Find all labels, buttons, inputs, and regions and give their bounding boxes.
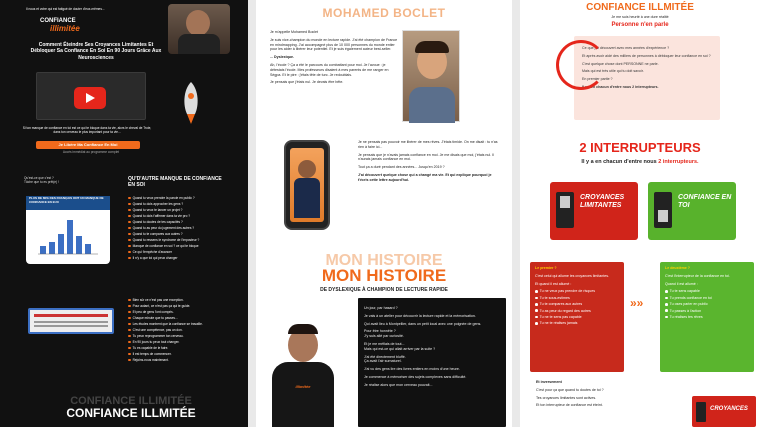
- green-card: [660, 262, 754, 372]
- list-item: Quand tu veux te lancer un projet ?: [132, 208, 183, 212]
- stat-chart: [38, 216, 98, 256]
- switch-heading: [520, 140, 760, 165]
- story-title: MON HISTOIRE: [321, 266, 447, 285]
- red-card: [530, 262, 624, 372]
- hero-photo: [168, 4, 230, 54]
- red-card-line: Tu ne te réalises jamais: [539, 321, 578, 326]
- story-line: Mais qui est-ce qui allait arriver par la suite ?: [364, 346, 436, 351]
- footer-title: [56, 396, 206, 419]
- story-line: Et je me méfiais de tout...: [364, 341, 405, 346]
- list-item: Il est temps de commencer.: [132, 352, 172, 356]
- green-card-line: Tu oses parler en public: [669, 302, 708, 307]
- tagline: Il nous et votre qui est fatigué de douter d'eux-mêmes...: [26, 7, 105, 11]
- laptop-screen: [28, 308, 114, 334]
- list-item: En 90 jours tu peux tout changer.: [132, 340, 180, 344]
- list-item: Il n'y a que toi qui peux changer: [132, 256, 178, 260]
- green-card-title: Le deuxième ?: [665, 266, 690, 270]
- red-card-line: Tu te compares aux autres: [539, 302, 583, 307]
- green-card-line: Quand il est allumé :: [665, 281, 698, 286]
- childhood-photo: [402, 30, 460, 122]
- list-item: Manque de confiance en soi ? ce qui te bloque: [132, 244, 199, 248]
- video-player[interactable]: [36, 72, 146, 120]
- hero-title: Comment Éteindre Ses Croyances Limitantes Et Débloquer Sa Confiance En Soi En 90 Jours Grâce Aux Neurosciences: [30, 42, 162, 61]
- bio-block-2: [358, 140, 498, 183]
- arrow-sub: Tâche que tu es prêt(e) !: [24, 180, 59, 185]
- list-item: Chaque minute que tu passes...: [132, 316, 178, 320]
- bio-paragraph: Je suis vice-champion du monde en lecture rapide. J'ai été champion de France en mindmapping. J'ai accompagné plus de 10 000 personnes du monde entier pour les aider à libérer leur potentiel. Et je suis également auteur best-seller.: [270, 37, 398, 52]
- bio-paragraph: Je ne pensais pas pouvoir me libérer de mes rêves. J'étais timide. On me disait : tu n'as rien à faire ici...: [358, 140, 498, 149]
- red-card-line: Tu as peur du regard des autres: [539, 308, 591, 313]
- arrow-question: Qu'est-ce que c'est ?: [24, 176, 54, 180]
- switch-subtitle-highlight: 2 interrupteurs.: [658, 159, 699, 165]
- confidence-label: CONFIANCE EN TOI: [678, 194, 732, 209]
- story-line: Un jour, par hasard ?: [364, 306, 398, 310]
- circle-annotation: [556, 40, 606, 90]
- highlight-line: Ce que j'ai découvert avec mes années d'expérience ?: [582, 46, 670, 50]
- story-heading: [256, 254, 512, 293]
- green-card-line: Tu te sens capable: [669, 289, 700, 294]
- sales-page-column-2: [256, 0, 512, 427]
- list-item: Les études montrent que la confiance se travaille.: [132, 322, 203, 326]
- story-subtitle: DE DYSLEXIQUE À CHAMPION DE LECTURE RAPIDE: [320, 287, 448, 293]
- play-icon[interactable]: [74, 87, 106, 109]
- brand-subtitle: Je me suis heurté à une dure réalité: [611, 15, 669, 19]
- switch-subtitle: Il y a en chacun d'entre nous: [581, 159, 657, 165]
- list-item: Quand tu ressens le syndrome de l'imposteur ?: [132, 238, 200, 242]
- logo-main: CONFIANCE: [40, 18, 76, 24]
- bio-paragraph: Je pensais que je n'avais jamais confiance en moi. Je me disais que moi, j'étais nul. Il n'aurais jamais confiance en moi.: [358, 152, 495, 162]
- mini-switch-card: [692, 396, 756, 427]
- story-line: J'ai été directement bluffé.: [364, 354, 406, 359]
- stat-card: [26, 196, 110, 264]
- stat-title: PLUS DE 80% DES FRANÇAIS ONT UN MANQUE DE CONFIANCE EN EUX: [26, 196, 110, 210]
- benefit-list: [128, 298, 240, 364]
- story-line: Je commence à mémoriser des sujets complexes sans difficulté.: [364, 374, 467, 379]
- bio-paragraph: Tout ça a duré pendant des années... Jusqu'en 2019 ?: [358, 165, 445, 170]
- sales-page-column-3: [520, 0, 760, 427]
- bio-paragraph: J'ai découvert quelque chose qui a changé ma vie. Et qui explique pourquoi je t'écris cette lettre aujourd'hui.: [358, 172, 492, 182]
- story-box: [358, 298, 506, 427]
- list-item: Tu es capable de le faire.: [132, 346, 169, 350]
- cta-button[interactable]: Je Libère Ma Confiance En Moi: [36, 141, 140, 149]
- bio-intro: Je m'appelle Mohamed Boclet: [270, 30, 319, 34]
- red-card-line: Tu ne te sens pas capable: [539, 314, 582, 319]
- arrows-icon: »»: [630, 296, 644, 310]
- highlight-line: Mais qui est très utile qui tu doit savoir.: [582, 69, 644, 74]
- bottom-line: Tes croyances limitantes sont actives.: [536, 395, 597, 400]
- list-item: Quand tu doutes de tes capacités ?: [132, 220, 183, 224]
- hero-description: Si ton manque de confiance en toi est ce qui te bloque dans ta vie, alors le cheval de Troie, dans ton cerveau le plus important pour ta vie...: [22, 126, 152, 135]
- bottom-line: C'est pour ça que quand tu doutes de toi ?: [536, 387, 604, 392]
- highlight-line: Et après avoir aidé des milliers de personnes à débloquer leur confiance en soi ?: [582, 53, 711, 58]
- bio-paragraph: Je pensais que j'étais nul. Je devais être bête.: [270, 80, 344, 85]
- story-line: Je réalise alors que mon cerveau pouvait...: [364, 382, 433, 387]
- rocket-icon: [178, 80, 204, 126]
- list-item: Quand tu te compares aux autres ?: [132, 232, 183, 236]
- list-item: Bien sûr ce n'est pas une exception.: [132, 298, 184, 302]
- logo-sub: illimitée: [50, 24, 80, 33]
- list-item: Ce qui t'empêche d'avancer: [132, 250, 172, 254]
- switch-title: 2 INTERRUPTEURS: [579, 140, 701, 155]
- story-line: Qui avait lieu à Montpellier, dans un petit local avec une poignée de gens.: [364, 321, 482, 326]
- footer-main: CONFIANCE ILLMITÉE: [66, 406, 196, 420]
- bottom-text: [536, 380, 686, 408]
- list-item: Quand tu dois t'affirmer dans ta vie pro ?: [132, 214, 191, 218]
- bottom-line: Et ton interrupteur de confiance est éteint.: [536, 403, 603, 408]
- name-title: MOHAMED BOCLET: [322, 6, 446, 20]
- list-item: Quand tu veux prendre la parole en public ?: [132, 196, 195, 200]
- red-card-line: Et quand il est allumé :: [535, 281, 572, 286]
- shirt-logo: illimitée: [295, 384, 311, 389]
- list-item: Quand tu dois approcher les gens ?: [132, 202, 184, 206]
- limiting-beliefs-label: CROYANCES LIMITANTES: [580, 194, 625, 209]
- limiting-beliefs-switch: [550, 182, 638, 240]
- list-item: Tu peux reprogrammer ton cerveau.: [132, 334, 184, 338]
- brand-title: CONFIANCE ILLMITÉE: [586, 2, 694, 13]
- green-card-line: C'est l'interrupteur de la confiance en toi.: [665, 273, 730, 278]
- footer-ghost: CONFIANCE ILLIMITÉE: [70, 395, 192, 407]
- bio-paragraph: Ah, l'école ? Ça a été le parcours du combattant pour moi. Je l'avoue : je détestais l'école. Mes professeurs disaient à mes parents de me ranger en Ségpa. Et le pire : j'étais tête de turc. Je redoublais.: [270, 62, 389, 77]
- green-card-line: Tu prends confiance en toi: [669, 295, 712, 300]
- logo: [40, 18, 100, 33]
- highlight-line: Il y a en chacun d'entre nous 2 interrupteurs.: [582, 84, 659, 89]
- mini-switch-label: CROYANCES: [710, 406, 748, 412]
- confidence-switch: [648, 182, 736, 240]
- story-line: Je vais à un atelier pour découvrir la lecture rapide et la mémorisation.: [364, 313, 476, 318]
- list-item: Pour autant, ce n'est pas ça qui te guide.: [132, 304, 191, 308]
- cta-note: Accès immédiat au programme complet: [62, 150, 120, 154]
- highlight-line: En premier partie ?: [582, 77, 613, 82]
- bottom-title: Et inversement: [536, 380, 562, 384]
- story-line: J'y suis allé par curiosité.: [364, 334, 404, 339]
- story-line: Pour être honnête ?: [364, 329, 396, 334]
- author-photo: [266, 318, 348, 427]
- red-card-title: Le premier ?: [535, 266, 557, 270]
- list-item: Et peu de gens l'ont compris.: [132, 310, 174, 314]
- red-card-line: Tu te sous-estimes: [539, 295, 570, 300]
- bio-block: [270, 30, 398, 85]
- page-header: [520, 2, 760, 28]
- list-item: Quand tu as peur du jugement des autres ?: [132, 226, 195, 230]
- red-subtitle: Personne n'en parle: [611, 22, 669, 28]
- arrow-text: [24, 176, 84, 185]
- section-question: QU'D'AUTRE MANQUE DE CONFIANCE EN SOI: [128, 176, 222, 188]
- story-line: J'ai vu des gens lire des livres entiers en moins d'une heure.: [364, 367, 460, 372]
- phone-mockup: [284, 140, 330, 230]
- story-line: Ça avait l'air surnaturel.: [364, 359, 402, 364]
- red-card-line: C'est celui qui allume les croyances limitantes.: [535, 273, 609, 278]
- green-card-line: Tu passes à l'action: [669, 308, 702, 313]
- red-card-line: Tu ne veux pas prendre de risques: [539, 289, 595, 294]
- sales-page-column-1: [0, 0, 248, 427]
- green-card-line: Tu réalises tes rêves: [669, 314, 703, 319]
- list-item: Rejoins-nous maintenant.: [132, 358, 169, 362]
- highlight-line: C'est quelque chose dont PERSONNE ne parle.: [582, 61, 659, 66]
- list-item: C'est une compétence, pas un don.: [132, 328, 183, 332]
- problem-list: [128, 196, 240, 262]
- story-ghost: MON HISTOIRE: [325, 252, 443, 269]
- bio-paragraph: ... Dyslexique.: [270, 55, 294, 60]
